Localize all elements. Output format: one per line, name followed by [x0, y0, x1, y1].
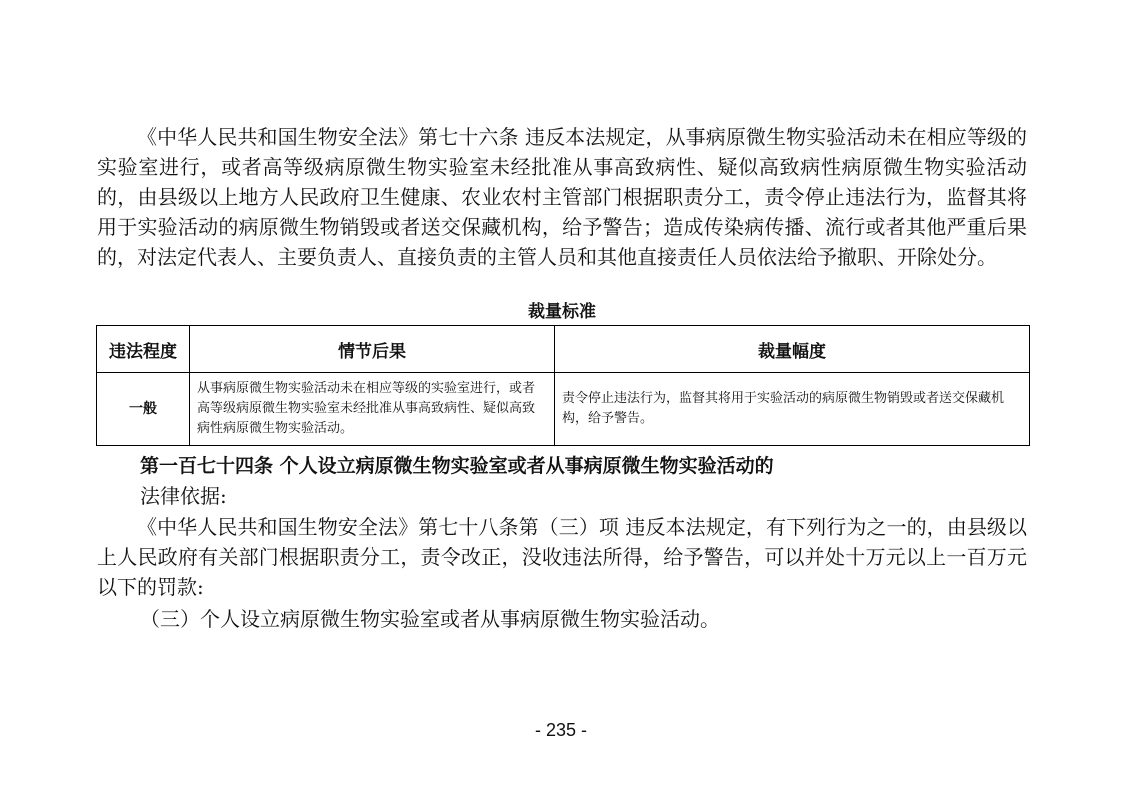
- discretion-standard-table: [96, 325, 1030, 446]
- cell-circumstance: 从事病原微生物实验活动未在相应等级的实验室进行，或者高等级病原微生物实验室未经批准从事高致病性、疑似高致病性病原微生物实验活动。: [190, 373, 555, 446]
- legal-basis-paragraph: 《中华人民共和国生物安全法》第七十八条第（三）项 违反本法规定，有下列行为之一的，由县级以上人民政府有关部门根据职责分工，责令改正，没收违法所得，给予警告，可以并处十万元以上一百万元以下的罚款:: [97, 515, 1027, 599]
- cell-level: 一般: [97, 373, 190, 446]
- table-title: 裁量标准: [528, 302, 596, 322]
- table-row: [97, 373, 1030, 446]
- header-violation-degree: 违法程度: [97, 326, 190, 373]
- intro-paragraph: 《中华人民共和国生物安全法》第七十六条 违反本法规定，从事病原微生物实验活动未在相应等级的实验室进行，或者高等级病原微生物实验室未经批准从事高致病性、疑似高致病性病原微生物实验活动的，由县级以上地方人民政府卫生健康、农业农村主管部门根据职责分工，责令停止违法行为，监督其将用于实验活动的病原微生物销毁或者送交保藏机构，给予警告；造成传染病传播、流行或者其他严重后果的，对法定代表人、主要负责人、直接负责的主管人员和其他直接责任人员依法给予撤职、开除处分。: [97, 125, 1027, 269]
- item-three: （三）个人设立病原微生物实验室或者从事病原微生物实验活动。: [140, 607, 720, 631]
- table-header-row: [97, 326, 1030, 373]
- header-penalty-range: 裁量幅度: [555, 326, 1030, 373]
- legal-basis-label: 法律依据:: [140, 484, 227, 508]
- header-circumstance: 情节后果: [190, 326, 555, 373]
- article-heading: 第一百七十四条 个人设立病原微生物实验室或者从事病原微生物实验活动的: [140, 455, 774, 477]
- cell-penalty: 责令停止违法行为，监督其将用于实验活动的病原微生物销毁或者送交保藏机构，给予警告。: [555, 373, 1030, 446]
- page-number: - 235 -: [534, 720, 588, 740]
